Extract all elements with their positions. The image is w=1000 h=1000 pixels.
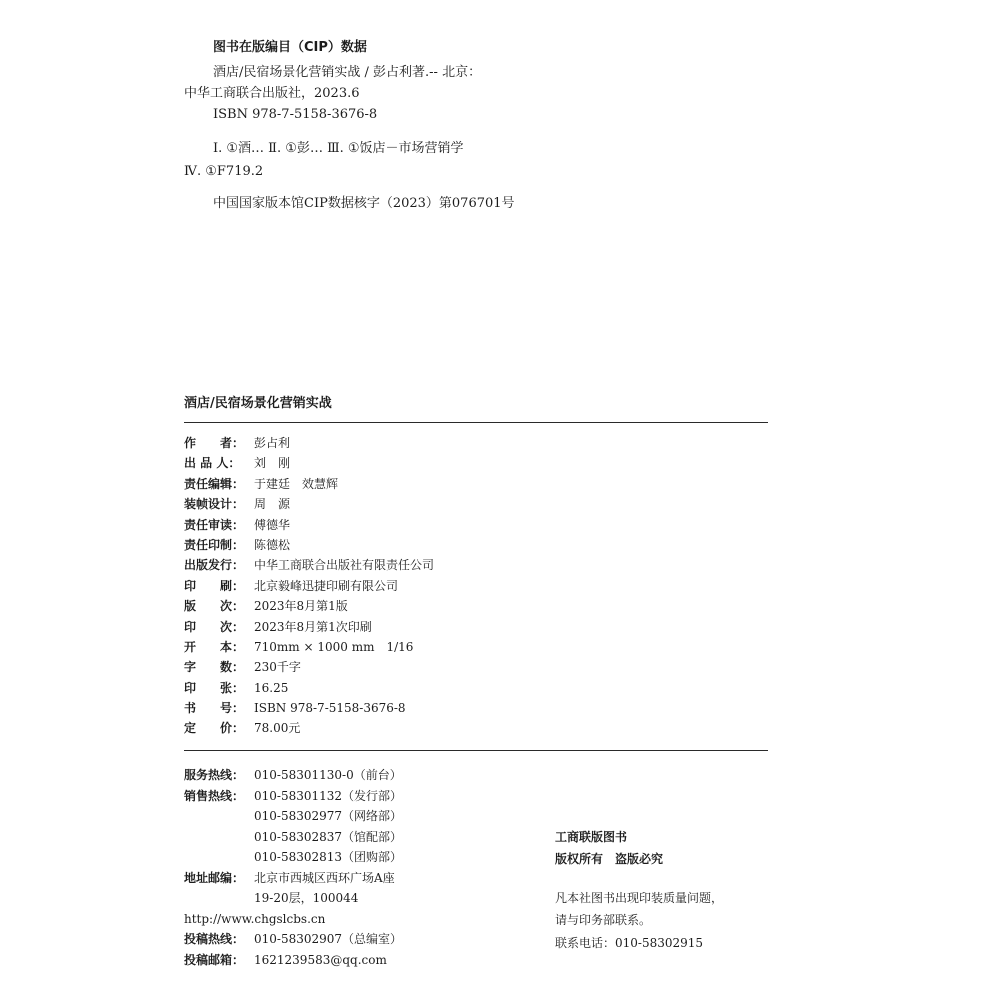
- info-label: 书 号：: [184, 701, 245, 716]
- contact-row: [184, 847, 402, 868]
- info-value: 北京毅峰迅捷印刷有限公司: [254, 578, 399, 593]
- publishing-info-table: [184, 433, 434, 739]
- info-label: 开 本：: [184, 639, 245, 654]
- contact-row: [184, 888, 402, 909]
- info-value: 刘 刚: [254, 456, 291, 471]
- info-row: [184, 555, 434, 575]
- info-row: [184, 657, 434, 677]
- cip-heading: 图书在版编目（CIP）数据: [213, 40, 367, 55]
- info-row: [184, 494, 434, 514]
- rights-reserved-notice: 版权所有 盗版必究: [555, 852, 664, 866]
- cip-title-line: 酒店/民宿场景化营销实战 / 彭占利著.-- 北京：: [213, 65, 482, 80]
- info-label: 责任审读：: [184, 517, 245, 532]
- info-label: 作 者：: [184, 436, 245, 450]
- contact-label: 投稿热线：: [184, 932, 245, 946]
- info-row: [184, 515, 434, 535]
- contact-row: [184, 909, 402, 930]
- bottom-rule: [184, 750, 768, 751]
- contact-row: [184, 929, 402, 950]
- publisher-books-label: 工商联版图书: [555, 830, 628, 844]
- info-row: [184, 617, 434, 637]
- info-label: 字 数：: [184, 660, 245, 675]
- contact-value: 010-58302977（网络部）: [254, 809, 403, 823]
- cip-record-number: 中国国家版本馆CIP数据核字（2023）第076701号: [213, 196, 515, 211]
- cip-classification-code: Ⅳ. ①F719.2: [184, 164, 264, 179]
- info-label: 装帧设计：: [184, 497, 245, 512]
- book-title: 酒店/民宿场景化营销实战: [184, 396, 332, 411]
- cip-classification-line: Ⅰ. ①酒… Ⅱ. ①彭… Ⅲ. ①饭店－市场营销学: [213, 141, 464, 156]
- contact-label: 投稿邮箱：: [184, 952, 245, 967]
- cip-isbn-line: ISBN 978-7-5158-3676-8: [213, 107, 378, 122]
- contact-value: 010-58301132（发行部）: [254, 788, 403, 803]
- contact-label: 服务热线：: [184, 768, 245, 782]
- contact-label: 地址邮编：: [184, 870, 245, 885]
- info-value: 陈德松: [254, 537, 291, 552]
- info-row: [184, 474, 434, 494]
- info-row: [184, 535, 434, 555]
- quality-contact-phone: 联系电话：010-58302915: [555, 936, 704, 950]
- contact-row: [184, 827, 402, 848]
- contact-row: [184, 806, 402, 827]
- contact-label: 销售热线：: [184, 788, 245, 803]
- quality-notice-line1: 凡本社图书出现印装质量问题，: [555, 891, 724, 905]
- info-row: [184, 433, 434, 453]
- info-label: 印 刷：: [184, 578, 245, 593]
- info-value: 230千字: [254, 660, 301, 675]
- contact-value: 010-58302813（团购部）: [254, 850, 403, 864]
- info-value: 周 源: [254, 497, 291, 512]
- contact-list: [184, 765, 402, 970]
- info-row: [184, 718, 434, 738]
- info-row: [184, 637, 434, 657]
- contact-value: 北京市西城区西环广场A座: [254, 870, 395, 885]
- info-value: ISBN 978-7-5158-3676-8: [254, 701, 406, 716]
- contact-value: 19-20层，100044: [254, 891, 359, 905]
- contact-row: [184, 786, 402, 807]
- contact-row: [184, 868, 402, 889]
- info-value: 彭占利: [254, 436, 291, 450]
- info-label: 出版发行：: [184, 558, 245, 573]
- info-label: 版 次：: [184, 599, 245, 614]
- info-label: 定 价：: [184, 721, 245, 736]
- info-label: 责任印制：: [184, 537, 245, 552]
- info-row: [184, 596, 434, 616]
- contact-value: 1621239583@qq.com: [254, 952, 387, 967]
- info-value: 78.00元: [254, 721, 301, 736]
- info-label: 出 品 人：: [184, 456, 241, 471]
- info-value: 2023年8月第1版: [254, 599, 348, 614]
- website-url[interactable]: http://www.chgslcbs.cn: [184, 911, 326, 926]
- info-value: 于建廷 效慧辉: [254, 476, 339, 491]
- top-rule: [184, 422, 768, 423]
- info-row: [184, 678, 434, 698]
- contact-row: [184, 950, 402, 971]
- info-value: 16.25: [254, 680, 289, 695]
- info-value: 2023年8月第1次印刷: [254, 619, 372, 634]
- quality-notice-line2: 请与印务部联系。: [555, 913, 652, 927]
- info-row: [184, 453, 434, 473]
- contact-row: [184, 765, 402, 786]
- info-label: 责任编辑：: [184, 476, 245, 491]
- contact-value: 010-58302907（总编室）: [254, 932, 403, 946]
- info-label: 印 次：: [184, 619, 245, 634]
- contact-value: 010-58302837（馆配部）: [254, 829, 403, 844]
- info-value: 傅德华: [254, 517, 291, 532]
- info-label: 印 张：: [184, 680, 245, 695]
- info-row: [184, 576, 434, 596]
- info-value: 710mm × 1000 mm 1/16: [254, 639, 414, 654]
- info-value: 中华工商联合出版社有限责任公司: [254, 558, 435, 573]
- contact-value: 010-58301130-0（前台）: [254, 768, 402, 782]
- cip-publisher-line: 中华工商联合出版社，2023.6: [184, 86, 360, 101]
- info-row: [184, 698, 434, 718]
